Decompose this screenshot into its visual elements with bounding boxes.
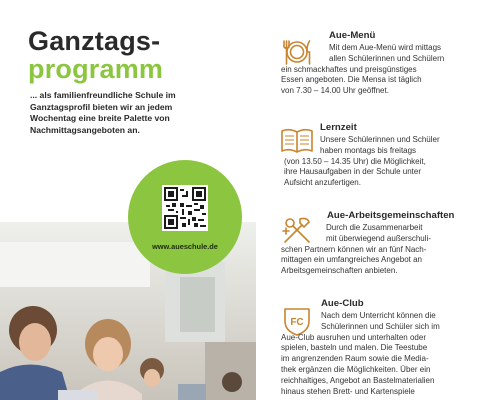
website-url[interactable]: www.aueschule.de	[152, 242, 218, 251]
crest-label: FC	[290, 317, 304, 328]
section-text	[281, 43, 444, 97]
text-line: Nach dem Unterricht können die	[321, 311, 436, 320]
intro-text	[30, 90, 252, 136]
intro-line: Ganztagsprofil bieten wir an jedem	[30, 101, 173, 112]
section-lernzeit	[276, 122, 500, 202]
page-title	[28, 27, 163, 83]
text-line: Durch die Zusammenarbeit	[326, 223, 423, 232]
section-aue-menu	[276, 30, 500, 110]
text-line: im angrenzenden Raum sowie die Media-	[281, 354, 429, 364]
text-line: reichhaltiges, Angebot an Bastelmaterialien	[281, 375, 435, 385]
intro-line: ... als familienfreundliche Schule im	[30, 90, 176, 100]
text-line: (von 13.50 – 14.35 Uhr) die Möglichkeit,	[284, 156, 426, 166]
text-line: haben montags bis freitags	[320, 145, 417, 155]
text-line: Aue-Club ausruhen und unterhalten oder	[281, 332, 426, 342]
section-text	[284, 135, 440, 189]
title-line-1: Ganztags-	[28, 26, 161, 56]
text-line: Arbeitsgemeinschaften anbieten.	[281, 266, 398, 276]
text-line: mit überwiegend außerschuli-	[326, 233, 431, 243]
section-text	[281, 311, 440, 397]
text-line: Aufsicht anzufertigen.	[284, 178, 361, 188]
text-line: ihre Hausaufgaben in der Schule unter	[284, 167, 421, 177]
section-title: Aue-Club	[321, 298, 364, 309]
text-line: schen Partnern können wir an fünf Nach-	[281, 244, 427, 254]
text-line: thek ergänzen die Möglichkeiten. Über ein	[281, 364, 431, 374]
text-line: allen Schülerinnen und Schülern	[329, 53, 445, 63]
section-title: Lernzeit	[320, 122, 357, 133]
intro-line: Nachmittagsangeboten an.	[30, 124, 140, 135]
text-line: Mit dem Aue-Menü wird mittags	[329, 43, 442, 52]
section-aue-club	[276, 298, 500, 400]
section-title: Aue-Menü	[329, 30, 376, 41]
text-line: ein schmackhaftes und preisgünstiges	[281, 64, 417, 74]
text-line: Essen angeboten. Die Mensa ist täglich	[281, 75, 422, 85]
section-title: Aue-Arbeitsgemeinschaften	[327, 210, 455, 221]
text-line: Schülerinnen und Schüler sich im	[321, 321, 440, 331]
text-line: hinaus stehen Brett- und Kartenspiele	[281, 386, 415, 396]
text-line: Unsere Schülerinnen und Schüler	[320, 135, 440, 144]
text-line: von 7.30 – 14.00 Uhr geöffnet.	[281, 86, 389, 96]
section-text	[281, 223, 431, 277]
section-arbeitsgemeinschaften	[276, 210, 500, 290]
text-line: spielen, basteln und malen. Die Teestube	[281, 343, 428, 353]
qr-code	[162, 185, 208, 231]
right-column	[276, 0, 500, 400]
title-line-2: programm	[28, 54, 164, 84]
intro-line: Wochentag eine breite Palette von	[30, 113, 170, 123]
text-line: mittagen ein umfangreiches Angebot an	[281, 255, 422, 265]
qr-circle	[128, 160, 242, 274]
